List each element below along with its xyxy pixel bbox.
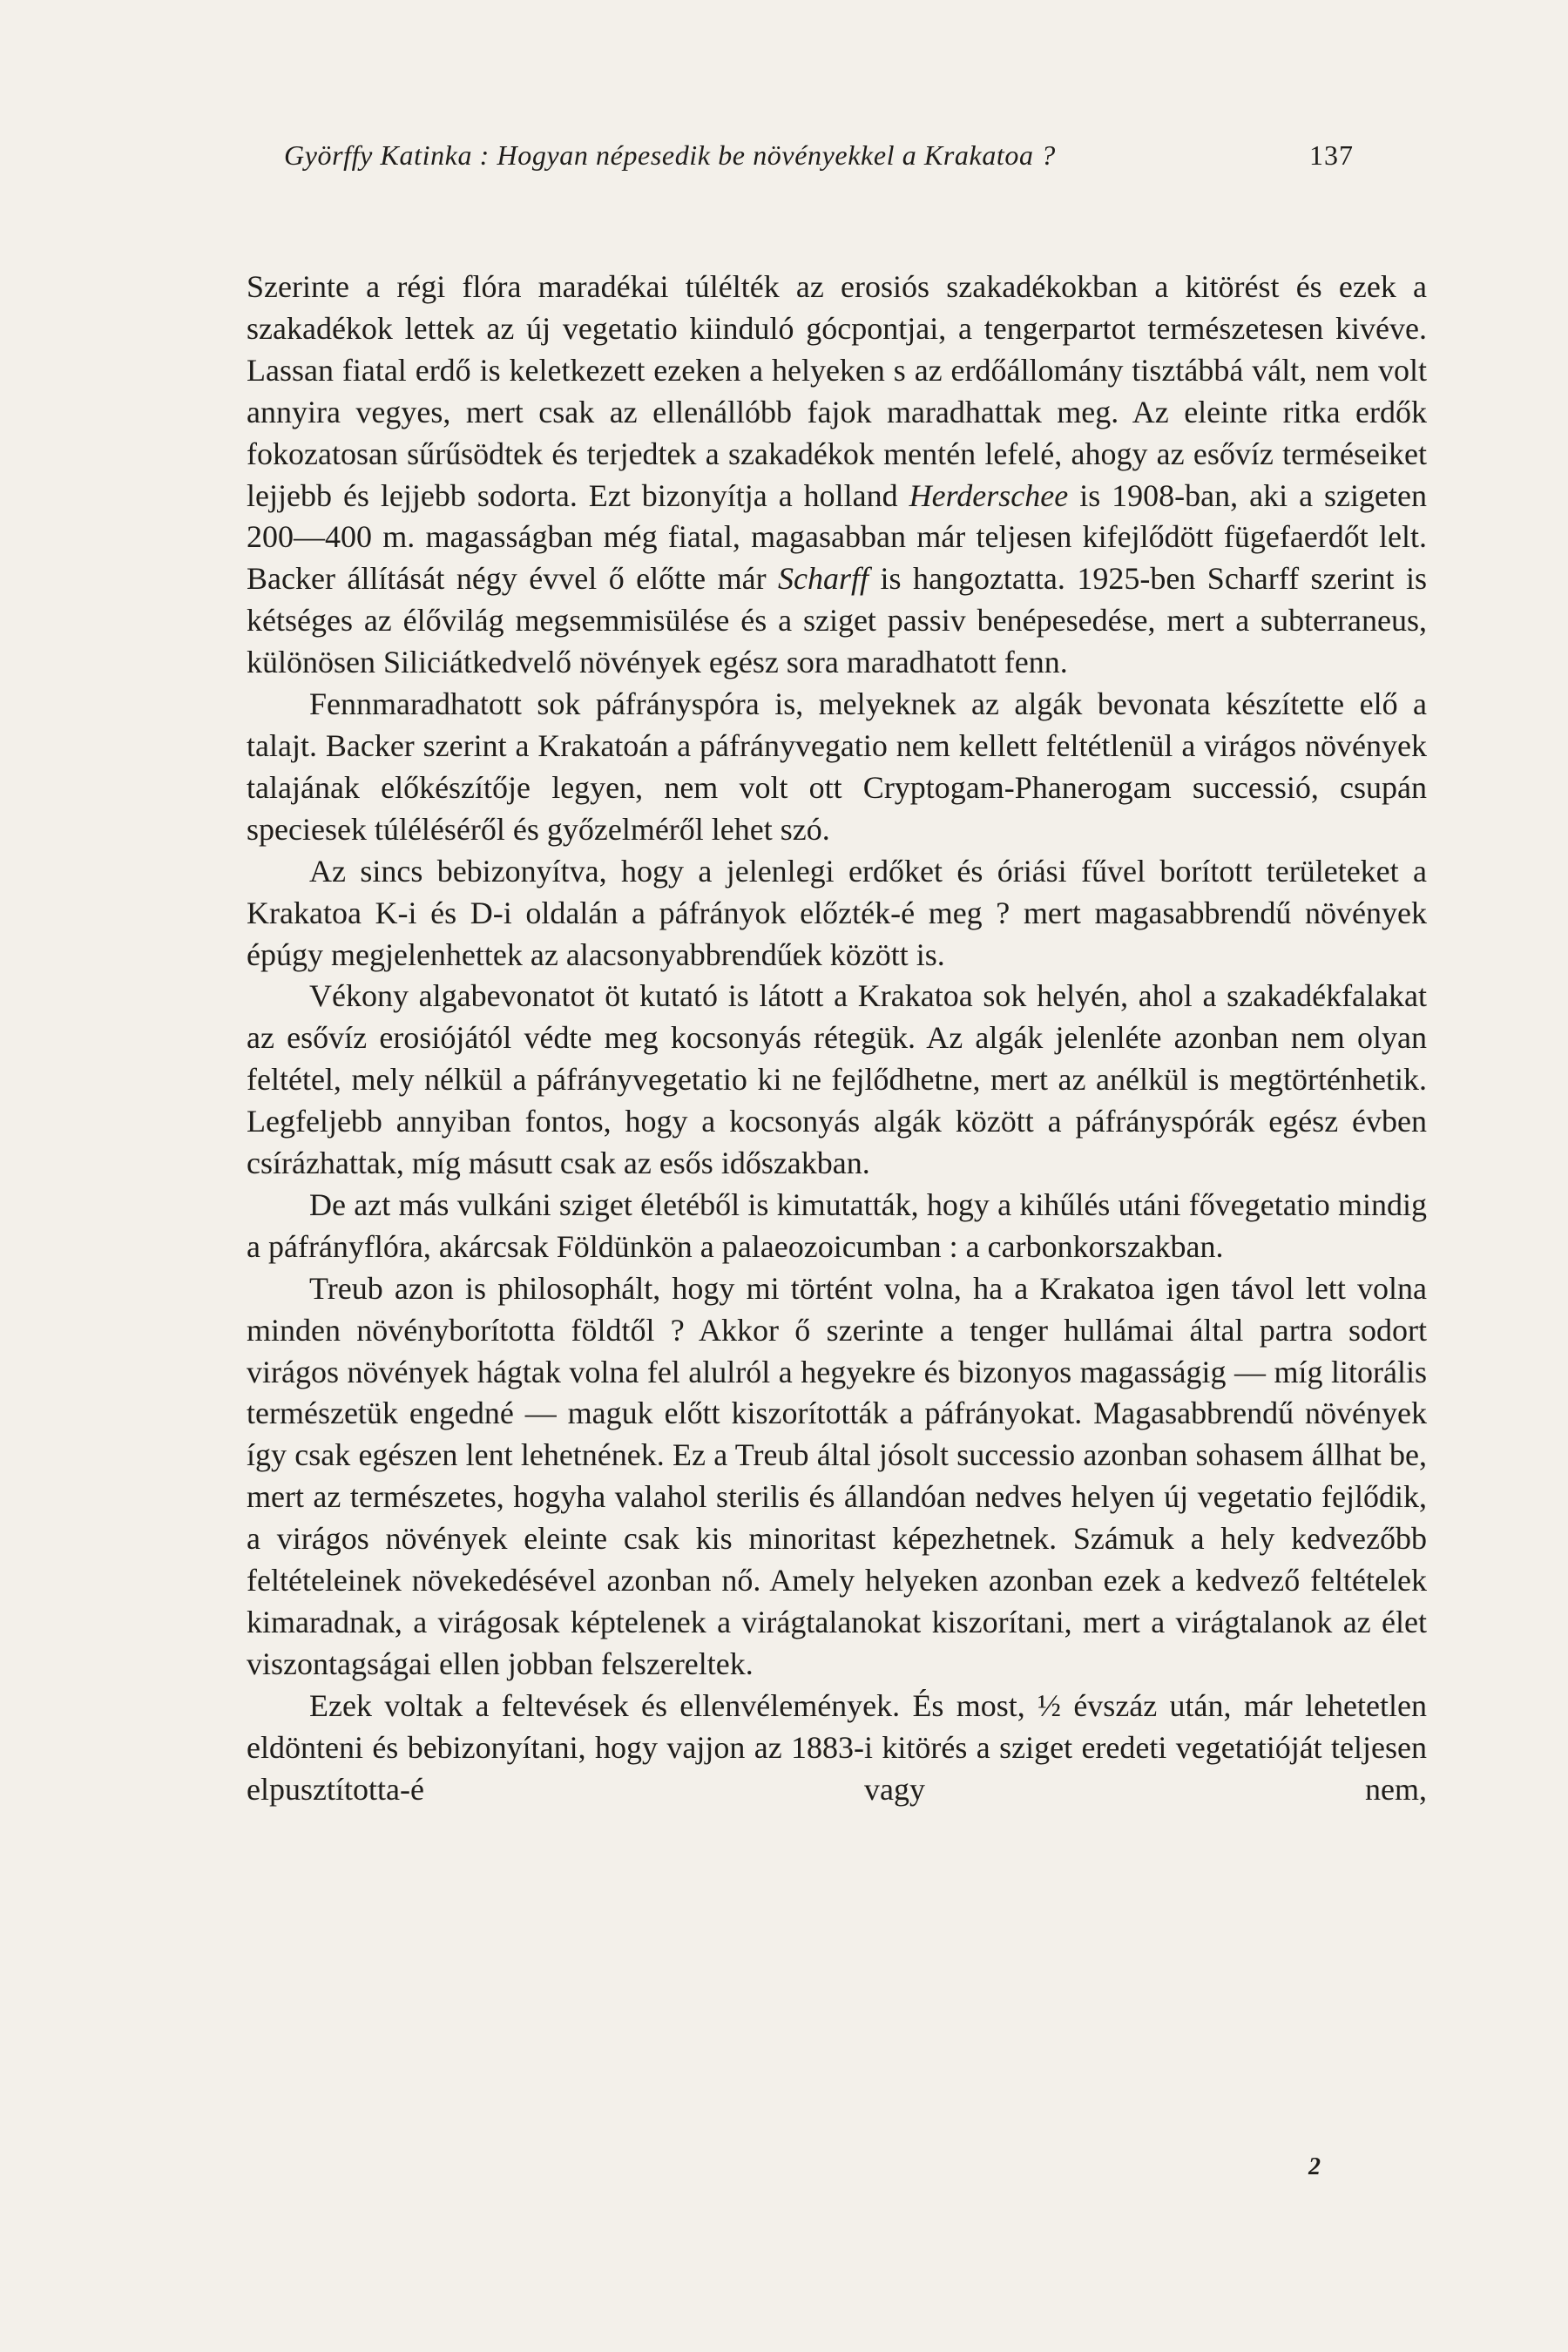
paragraph-1-text-a: Szerinte a régi flóra maradékai túlélték az erosiós szakadékokban a kitörést és ezek a szakadékok lettek az új vegetatio kiinduló gócpontjai, a tengerpartot természetesen kivéve. Lassan fiatal erdő is keletkezett ezeken a helyeken s az erdőállomány tisztábbá vált, nem volt annyira vegyes, mert csak az ellenállóbb fajok maradhattak meg. Az eleinte ritka erdők fokozatosan sűrűsödtek és terjedtek a szakadékok mentén lefelé, ahogy az esővíz terméseiket lejjebb és lejjebb sodorta. Ezt bizonyítja a holland [247, 269, 1427, 513]
paragraph-1-text-b: is 1908-ban, aki a szigeten 200—400 m. magasságban még fiatal, magasabban már teljesen kifejlődött fügefaerdőt lelt. Backer állítását négy évvel ő előtte már [247, 477, 1427, 597]
paragraph-1 [247, 267, 1427, 684]
paragraph-2 [247, 684, 1427, 851]
paragraph-7-text: Ezek voltak a feltevések és ellenvélemények. És most, ½ évszáz után, már lehetetlen eldönteni és bebizonyítani, hogy vajjon az 1883-i kitörés a sziget eredeti vegetatióját teljesen elpusztította-é vagy nem, [247, 1687, 1427, 1807]
page-number: 137 [1309, 139, 1354, 171]
paragraph-3 [247, 851, 1427, 977]
paragraph-5 [247, 1185, 1427, 1268]
paragraph-1-text-c: is hangoztatta. 1925-ben Scharff szerint is kétséges az élővilág megsemmisülése és a sziget passiv benépesedése, mert a subterraneus, különösen Siliciátkedvelő növények egész sora maradhatott fenn. [247, 561, 1427, 680]
paragraph-3-text: Az sincs bebizonyítva, hogy a jelenlegi erdőket és óriási fűvel borított területeket a Krakatoa K-i és D-i oldalán a páfrányok előzték-é meg ? mert magasabbrendű növények épúgy megjelenhettek az alacsonyabbrendűek között is. [247, 853, 1427, 972]
signature-mark: 2 [1308, 2153, 1321, 2180]
body-text [247, 267, 1427, 1811]
running-header [284, 139, 1354, 178]
running-title: Györffy Katinka : Hogyan népesedik be növényekkel a Krakatoa ? [284, 139, 1056, 171]
paragraph-6-text: Treub azon is philosophált, hogy mi történt volna, ha a Krakatoa igen távol lett volna minden növényborította földtől ? Akkor ő szerinte a tenger hullámai által partra sodort virágos növények hágtak volna fel alulról a hegyekre és bizonyos magasságig — míg litorális természetük engedné — maguk előtt kiszorították a páfrányokat. Magasabbrendű növények így csak egészen lent lehetnének. Ez a Treub által jósolt successio azonban sohasem állhat be, mert az természetes, hogyha valahol sterilis és állandóan nedves helyen új vegetatio fejlődik, a virágos növények eleinte csak kis minoritast képezhetnek. Számuk a hely kedvezőbb feltételeinek növekedésével azonban nő. Amely helyeken azonban ezek a kedvező feltételek kimaradnak, a virágosak képtelenek a virágtalanokat kiszorítani, mert a virágtalanok az élet viszontagságai ellen jobban felszereltek. [247, 1270, 1427, 1681]
paragraph-6 [247, 1268, 1427, 1686]
paragraph-7 [247, 1686, 1427, 1811]
paragraph-4-text: Vékony algabevonatot öt kutató is látott a Krakatoa sok helyén, ahol a szakadékfalakat az esővíz erosiójától védte meg kocsonyás rétegük. Az algák jelenléte azonban nem olyan feltétel, mely nélkül a páfrányvegetatio ki ne fejlődhetne, mert az anélkül is megtörténhetik. Legfeljebb annyiban fontos, hogy a kocsonyás algák között a páfrányspórák egész évben csírázhattak, míg másutt csak az esős időszakban. [247, 978, 1427, 1181]
paragraph-2-text: Fennmaradhatott sok páfrányspóra is, melyeknek az algák bevonata készítette elő a talajt. Backer szerint a Krakatoán a páfrányvegatio nem kellett feltétlenül a virágos növények talajának előkészítője legyen, nem volt ott Cryptogam-Phanerogam successió, csupán speciesek túléléséről és győzelméről lehet szó. [247, 686, 1427, 847]
paragraph-4 [247, 976, 1427, 1185]
author-herderschee: Herderschee [909, 477, 1069, 513]
author-scharff: Scharff [778, 561, 869, 597]
paragraph-5-text: De azt más vulkáni sziget életéből is kimutatták, hogy a kihűlés utáni fővegetatio mindig a páfrányflóra, akárcsak Földünkön a palaeozoicumban : a carbonkorszakban. [247, 1186, 1427, 1264]
